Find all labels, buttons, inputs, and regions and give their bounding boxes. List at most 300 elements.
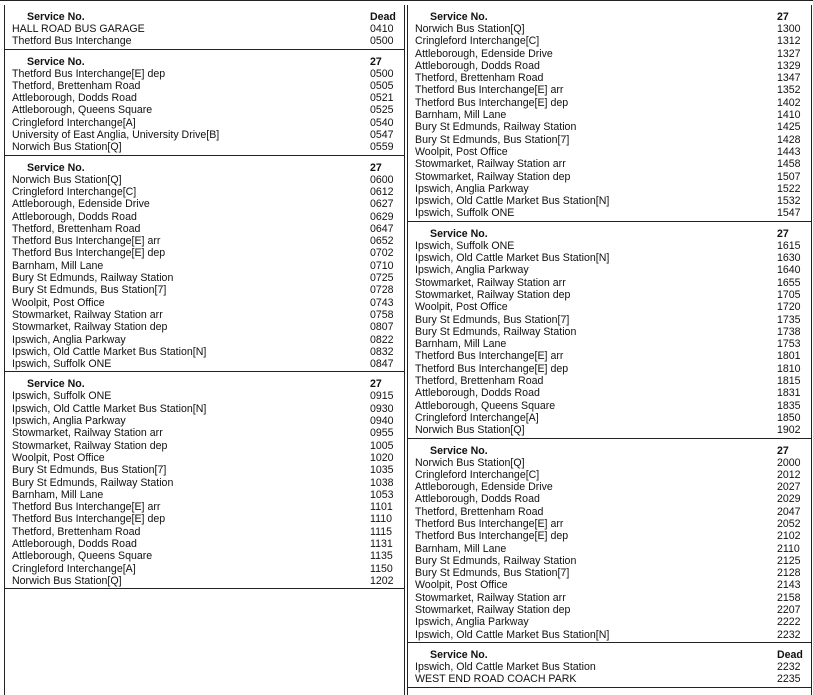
- stop-name: Norwich Bus Station[Q]: [12, 574, 122, 587]
- timetable-row: [408, 195, 811, 207]
- timetable-row: [408, 338, 811, 350]
- stop-time: 2207: [777, 604, 801, 617]
- stop-time: 0500: [370, 67, 394, 80]
- timetable-row: [408, 183, 811, 195]
- stop-time: 2052: [777, 517, 801, 530]
- timetable-row: [5, 211, 404, 223]
- stop-name: Thetford Bus Interchange[E] dep: [12, 513, 166, 526]
- timetable-row: [408, 493, 811, 505]
- stop-name: Barnham, Mill Lane: [415, 542, 507, 555]
- stop-name: Ipswich, Suffolk ONE: [415, 239, 515, 252]
- stop-time: 0505: [370, 79, 394, 92]
- service-label: Service No.: [430, 11, 488, 23]
- stop-name: Stowmarket, Railway Station arr: [415, 591, 566, 604]
- timetable-row: [408, 72, 811, 84]
- stop-time: 1035: [370, 464, 394, 477]
- timetable-row: [408, 661, 811, 673]
- timetable-row: [408, 518, 811, 530]
- stop-name: Thetford Bus Interchange[E] arr: [415, 84, 564, 97]
- stop-time: 1507: [777, 170, 801, 183]
- stop-name: Thetford Bus Interchange: [12, 35, 132, 48]
- timetable-row: [5, 80, 404, 92]
- service-header: [408, 228, 811, 240]
- timetable-row: [408, 424, 811, 436]
- stop-time: 2128: [777, 567, 801, 580]
- stop-name: Thetford, Brettenham Road: [12, 525, 141, 538]
- stop-time: 1428: [777, 133, 801, 146]
- stop-name: Thetford, Brettenham Road: [415, 505, 544, 518]
- stop-time: 0930: [370, 402, 394, 415]
- service-block: [408, 643, 811, 688]
- timetable-row: [408, 363, 811, 375]
- service-number: 27: [370, 55, 382, 68]
- timetable-row: [5, 334, 404, 346]
- timetable-row: [5, 297, 404, 309]
- timetable-row: [408, 387, 811, 399]
- stop-name: Bury St Edmunds, Railway Station: [12, 476, 174, 489]
- timetable-row: [5, 358, 404, 370]
- stop-time: 0629: [370, 210, 394, 223]
- stop-name: Ipswich, Old Cattle Market Bus Station[N]: [415, 628, 610, 641]
- timetable-row: [5, 513, 404, 525]
- service-block: [408, 5, 811, 222]
- stop-time: 1005: [370, 439, 394, 452]
- timetable-column-right: [407, 5, 812, 695]
- timetable-row: [408, 207, 811, 219]
- stop-time: 1115: [370, 525, 392, 538]
- stop-time: 2125: [777, 554, 801, 567]
- timetable-row: [5, 186, 404, 198]
- timetable-row: [408, 60, 811, 72]
- service-block: [5, 5, 404, 50]
- stop-name: Ipswich, Old Cattle Market Bus Station[N]: [415, 195, 610, 208]
- stop-name: Attleborough, Dodds Road: [415, 59, 540, 72]
- stop-time: 0725: [370, 272, 394, 285]
- timetable-row: [5, 35, 404, 47]
- stop-name: Attleborough, Dodds Road: [415, 493, 540, 506]
- stop-name: Barnham, Mill Lane: [12, 488, 104, 501]
- timetable-row: [5, 198, 404, 210]
- service-label: Service No.: [27, 378, 85, 391]
- stop-time: 2158: [777, 591, 801, 604]
- stop-name: Thetford Bus Interchange[E] dep: [415, 362, 569, 375]
- stop-time: 1532: [777, 195, 801, 208]
- stop-time: 1020: [370, 451, 394, 464]
- stop-time: 1850: [777, 411, 801, 424]
- stop-time: 1753: [777, 338, 801, 351]
- stop-name: Thetford Bus Interchange[E] arr: [12, 501, 161, 514]
- stop-time: 1705: [777, 288, 801, 301]
- stop-time: 1038: [370, 476, 394, 489]
- stop-time: 1202: [370, 574, 394, 587]
- timetable-row: [408, 35, 811, 47]
- stop-time: 0647: [370, 222, 394, 235]
- service-label: Service No.: [430, 444, 488, 457]
- timetable-row: [408, 301, 811, 313]
- service-header: [5, 162, 404, 174]
- stop-name: WEST END ROAD COACH PARK: [415, 673, 577, 686]
- timetable-row: [408, 146, 811, 158]
- stop-time: 0710: [370, 259, 394, 272]
- stop-time: 2235: [777, 673, 801, 686]
- stop-time: 0500: [370, 35, 394, 48]
- stop-name: Norwich Bus Station[Q]: [12, 141, 122, 154]
- stop-time: 1815: [777, 375, 801, 388]
- stop-time: 1630: [777, 252, 801, 265]
- timetable-row: [408, 158, 811, 170]
- stop-name: Ipswich, Suffolk ONE: [12, 390, 112, 403]
- stop-name: Barnham, Mill Lane: [415, 338, 507, 351]
- stop-time: 0832: [370, 345, 394, 358]
- stop-name: Norwich Bus Station[Q]: [415, 424, 525, 437]
- stop-time: 1347: [777, 72, 801, 85]
- stop-time: 1640: [777, 264, 801, 277]
- stop-name: Thetford, Brettenham Road: [415, 72, 544, 85]
- timetable-row: [5, 321, 404, 333]
- stop-time: 1053: [370, 488, 394, 501]
- timetable-column-left: [4, 5, 405, 695]
- stop-name: Stowmarket, Railway Station arr: [12, 308, 163, 321]
- stop-name: Ipswich, Anglia Parkway: [12, 415, 126, 428]
- stop-time: 1738: [777, 325, 801, 338]
- timetable-row: [408, 543, 811, 555]
- service-label: Service No.: [430, 648, 488, 661]
- service-header: [5, 378, 404, 390]
- timetable-row: [5, 440, 404, 452]
- stop-name: Bury St Edmunds, Bus Station[7]: [415, 567, 570, 580]
- stop-time: 2232: [777, 628, 801, 641]
- timetable-row: [5, 563, 404, 575]
- stop-name: Woolpit, Post Office: [415, 145, 508, 158]
- stop-name: Cringleford Interchange[C]: [12, 185, 137, 198]
- stop-name: Norwich Bus Station[Q]: [415, 23, 525, 35]
- timetable-row: [408, 289, 811, 301]
- service-number: 27: [370, 161, 382, 174]
- stop-time: 2143: [777, 579, 801, 592]
- stop-name: Cringleford Interchange[A]: [12, 562, 136, 575]
- stop-name: Attleborough, Dodds Road: [12, 92, 137, 105]
- service-header: [408, 649, 811, 661]
- service-number: 27: [370, 378, 382, 391]
- stop-time: 1402: [777, 96, 801, 109]
- stop-name: Bury St Edmunds, Railway Station: [12, 272, 174, 285]
- timetable-row: [5, 272, 404, 284]
- stop-name: Thetford Bus Interchange[E] dep: [415, 96, 569, 109]
- timetable-row: [408, 616, 811, 628]
- stop-name: Bury St Edmunds, Railway Station: [415, 121, 577, 134]
- stop-time: 1458: [777, 158, 801, 171]
- stop-time: 2222: [777, 616, 801, 629]
- timetable-row: [5, 427, 404, 439]
- stop-name: Thetford Bus Interchange[E] arr: [415, 517, 564, 530]
- stop-time: 0847: [370, 358, 394, 371]
- timetable-row: [5, 92, 404, 104]
- timetable-row: [408, 171, 811, 183]
- stop-time: 1801: [777, 350, 801, 363]
- timetable-row: [5, 309, 404, 321]
- timetable-row: [5, 284, 404, 296]
- stop-time: 1150: [370, 562, 393, 575]
- stop-time: 1831: [777, 387, 801, 400]
- timetable-row: [5, 235, 404, 247]
- stop-name: Bury St Edmunds, Bus Station[7]: [415, 133, 570, 146]
- stop-name: Cringleford Interchange[A]: [415, 411, 539, 424]
- stop-name: Cringleford Interchange[C]: [415, 35, 540, 48]
- stop-name: Attleborough, Queens Square: [12, 550, 153, 563]
- stop-time: 0728: [370, 284, 394, 297]
- stop-name: Ipswich, Anglia Parkway: [415, 264, 529, 277]
- stop-name: Ipswich, Anglia Parkway: [415, 182, 529, 195]
- stop-name: Attleborough, Dodds Road: [12, 210, 137, 223]
- stop-time: 0822: [370, 333, 394, 346]
- stop-time: 1327: [777, 47, 801, 60]
- service-header: [5, 11, 404, 23]
- stop-name: Bury St Edmunds, Bus Station[7]: [415, 313, 570, 326]
- stop-time: 0758: [370, 308, 394, 321]
- stop-name: Ipswich, Old Cattle Market Bus Station[N]: [12, 402, 207, 415]
- timetable-row: [408, 579, 811, 591]
- service-label: Service No.: [430, 227, 488, 240]
- timetable-row: [408, 350, 811, 362]
- stop-time: 0940: [370, 415, 394, 428]
- stop-time: 1835: [777, 399, 801, 412]
- stop-name: Stowmarket, Railway Station dep: [415, 604, 571, 617]
- stop-name: Stowmarket, Railway Station dep: [415, 170, 571, 183]
- stop-time: 0915: [370, 390, 394, 403]
- stop-name: Ipswich, Suffolk ONE: [415, 207, 515, 220]
- service-block: [5, 156, 404, 373]
- stop-time: 1443: [777, 145, 801, 158]
- stop-time: 0521: [370, 92, 394, 105]
- stop-name: Attleborough, Dodds Road: [12, 537, 137, 550]
- timetable-row: [408, 530, 811, 542]
- stop-time: 1101: [370, 501, 393, 514]
- stop-time: 1522: [777, 182, 801, 195]
- timetable-row: [408, 84, 811, 96]
- timetable-row: [5, 346, 404, 358]
- service-number: 27: [777, 227, 789, 240]
- stop-time: 1110: [370, 513, 392, 526]
- page-top-rule: [0, 0, 813, 4]
- timetable-row: [408, 23, 811, 35]
- stop-time: 0559: [370, 141, 394, 154]
- stop-name: Stowmarket, Railway Station dep: [415, 288, 571, 301]
- service-number: Dead: [777, 648, 803, 661]
- stop-name: Ipswich, Suffolk ONE: [12, 358, 112, 371]
- stop-time: 1131: [370, 537, 393, 550]
- stop-name: Norwich Bus Station[Q]: [415, 456, 525, 469]
- stop-name: Stowmarket, Railway Station arr: [415, 158, 566, 171]
- timetable-row: [5, 452, 404, 464]
- stop-name: HALL ROAD BUS GARAGE: [12, 23, 145, 35]
- timetable-row: [5, 174, 404, 186]
- stop-time: 1810: [777, 362, 801, 375]
- timetable-row: [408, 314, 811, 326]
- service-number: Dead: [370, 11, 396, 23]
- timetable-row: [408, 252, 811, 264]
- timetable-row: [408, 264, 811, 276]
- stop-name: Attleborough, Queens Square: [12, 104, 153, 117]
- timetable-row: [408, 375, 811, 387]
- stop-time: 1312: [777, 35, 801, 48]
- stop-name: Ipswich, Anglia Parkway: [415, 616, 529, 629]
- stop-name: Thetford Bus Interchange[E] dep: [12, 247, 166, 260]
- stop-time: 1135: [370, 550, 393, 563]
- stop-time: 0955: [370, 427, 394, 440]
- stop-name: Thetford Bus Interchange[E] arr: [12, 235, 161, 248]
- stop-time: 0525: [370, 104, 394, 117]
- stop-time: 0547: [370, 129, 394, 142]
- stop-name: Bury St Edmunds, Bus Station[7]: [12, 464, 167, 477]
- timetable-row: [408, 48, 811, 60]
- stop-name: University of East Anglia, University Drive[B]: [12, 129, 220, 142]
- timetable-row: [408, 134, 811, 146]
- stop-name: Barnham, Mill Lane: [12, 259, 104, 272]
- stop-name: Attleborough, Dodds Road: [415, 387, 540, 400]
- timetable-row: [408, 555, 811, 567]
- timetable-row: [5, 260, 404, 272]
- timetable-row: [408, 412, 811, 424]
- stop-time: 2110: [777, 542, 800, 555]
- timetable-row: [408, 277, 811, 289]
- timetable-row: [5, 117, 404, 129]
- timetable-row: [5, 538, 404, 550]
- timetable-row: [5, 104, 404, 116]
- service-block: [5, 372, 404, 589]
- timetable-row: [408, 567, 811, 579]
- stop-time: 2047: [777, 505, 801, 518]
- timetable-row: [5, 526, 404, 538]
- stop-time: 0600: [370, 173, 394, 186]
- stop-name: Woolpit, Post Office: [12, 296, 105, 309]
- stop-name: Attleborough, Edenside Drive: [12, 198, 150, 211]
- timetable-row: [5, 550, 404, 562]
- timetable-row: [5, 141, 404, 153]
- stop-time: 1425: [777, 121, 801, 134]
- timetable-row: [408, 481, 811, 493]
- timetable-row: [5, 23, 404, 35]
- stop-name: Cringleford Interchange[A]: [12, 116, 136, 129]
- timetable-row: [408, 121, 811, 133]
- timetable-row: [408, 506, 811, 518]
- timetable-row: [5, 247, 404, 259]
- stop-name: Woolpit, Post Office: [12, 451, 105, 464]
- service-header: [408, 11, 811, 23]
- stop-time: 1735: [777, 313, 801, 326]
- timetable-row: [5, 403, 404, 415]
- timetable-row: [5, 477, 404, 489]
- service-number: 27: [777, 11, 789, 23]
- stop-time: 0612: [370, 185, 394, 198]
- service-header: [408, 445, 811, 457]
- stop-name: Stowmarket, Railway Station dep: [12, 321, 168, 334]
- stop-name: Attleborough, Edenside Drive: [415, 47, 553, 60]
- stop-time: 2000: [777, 456, 801, 469]
- stop-time: 2232: [777, 660, 801, 673]
- timetable-row: [408, 109, 811, 121]
- stop-name: Thetford, Brettenham Road: [12, 222, 141, 235]
- timetable-row: [5, 223, 404, 235]
- stop-name: Barnham, Mill Lane: [415, 109, 507, 122]
- stop-time: 0540: [370, 116, 394, 129]
- stop-time: 1410: [777, 109, 801, 122]
- stop-name: Attleborough, Edenside Drive: [415, 481, 553, 494]
- service-label: Service No.: [27, 11, 85, 23]
- stop-name: Thetford, Brettenham Road: [12, 79, 141, 92]
- stop-name: Bury St Edmunds, Railway Station: [415, 554, 577, 567]
- stop-time: 0627: [370, 198, 394, 211]
- service-block: [408, 222, 811, 439]
- stop-name: Thetford Bus Interchange[E] dep: [415, 530, 569, 543]
- timetable-row: [5, 68, 404, 80]
- service-block: [5, 50, 404, 156]
- stop-time: 1352: [777, 84, 801, 97]
- stop-time: 1547: [777, 207, 801, 220]
- stop-name: Ipswich, Old Cattle Market Bus Station: [415, 660, 596, 673]
- stop-time: 1655: [777, 276, 801, 289]
- service-block: [408, 439, 811, 643]
- stop-name: Attleborough, Queens Square: [415, 399, 556, 412]
- timetable-row: [5, 501, 404, 513]
- stop-name: Cringleford Interchange[C]: [415, 468, 540, 481]
- stop-name: Woolpit, Post Office: [415, 579, 508, 592]
- stop-time: 0652: [370, 235, 394, 248]
- stop-time: 2027: [777, 481, 801, 494]
- stop-time: 1720: [777, 301, 801, 314]
- stop-time: 0410: [370, 23, 394, 35]
- service-label: Service No.: [27, 161, 85, 174]
- timetable-row: [408, 469, 811, 481]
- timetable-row: [408, 629, 811, 641]
- timetable-row: [408, 604, 811, 616]
- service-number: 27: [777, 444, 789, 457]
- stop-name: Ipswich, Anglia Parkway: [12, 333, 126, 346]
- stop-name: Woolpit, Post Office: [415, 301, 508, 314]
- service-label: Service No.: [27, 55, 85, 68]
- timetable-row: [5, 390, 404, 402]
- stop-time: 0702: [370, 247, 394, 260]
- stop-time: 1615: [777, 239, 801, 252]
- stop-name: Bury St Edmunds, Railway Station: [415, 325, 577, 338]
- stop-time: 1300: [777, 23, 801, 35]
- stop-name: Stowmarket, Railway Station arr: [12, 427, 163, 440]
- timetable-row: [408, 592, 811, 604]
- stop-name: Thetford Bus Interchange[E] dep: [12, 67, 166, 80]
- stop-time: 0743: [370, 296, 394, 309]
- stop-name: Stowmarket, Railway Station arr: [415, 276, 566, 289]
- service-header: [5, 56, 404, 68]
- stop-name: Thetford Bus Interchange[E] arr: [415, 350, 564, 363]
- timetable-row: [408, 400, 811, 412]
- stop-name: Norwich Bus Station[Q]: [12, 173, 122, 186]
- timetable-row: [5, 489, 404, 501]
- timetable-row: [5, 415, 404, 427]
- stop-time: 1329: [777, 59, 801, 72]
- timetable-row: [408, 326, 811, 338]
- stop-name: Stowmarket, Railway Station dep: [12, 439, 168, 452]
- timetable-row: [408, 457, 811, 469]
- stop-time: 1902: [777, 424, 801, 437]
- timetable-row: [5, 575, 404, 587]
- timetable-row: [5, 464, 404, 476]
- stop-name: Ipswich, Old Cattle Market Bus Station[N]: [415, 252, 610, 265]
- stop-time: 0807: [370, 321, 394, 334]
- timetable-row: [5, 129, 404, 141]
- stop-name: Thetford, Brettenham Road: [415, 375, 544, 388]
- stop-name: Ipswich, Old Cattle Market Bus Station[N]: [12, 345, 207, 358]
- timetable-row: [408, 240, 811, 252]
- stop-name: Bury St Edmunds, Bus Station[7]: [12, 284, 167, 297]
